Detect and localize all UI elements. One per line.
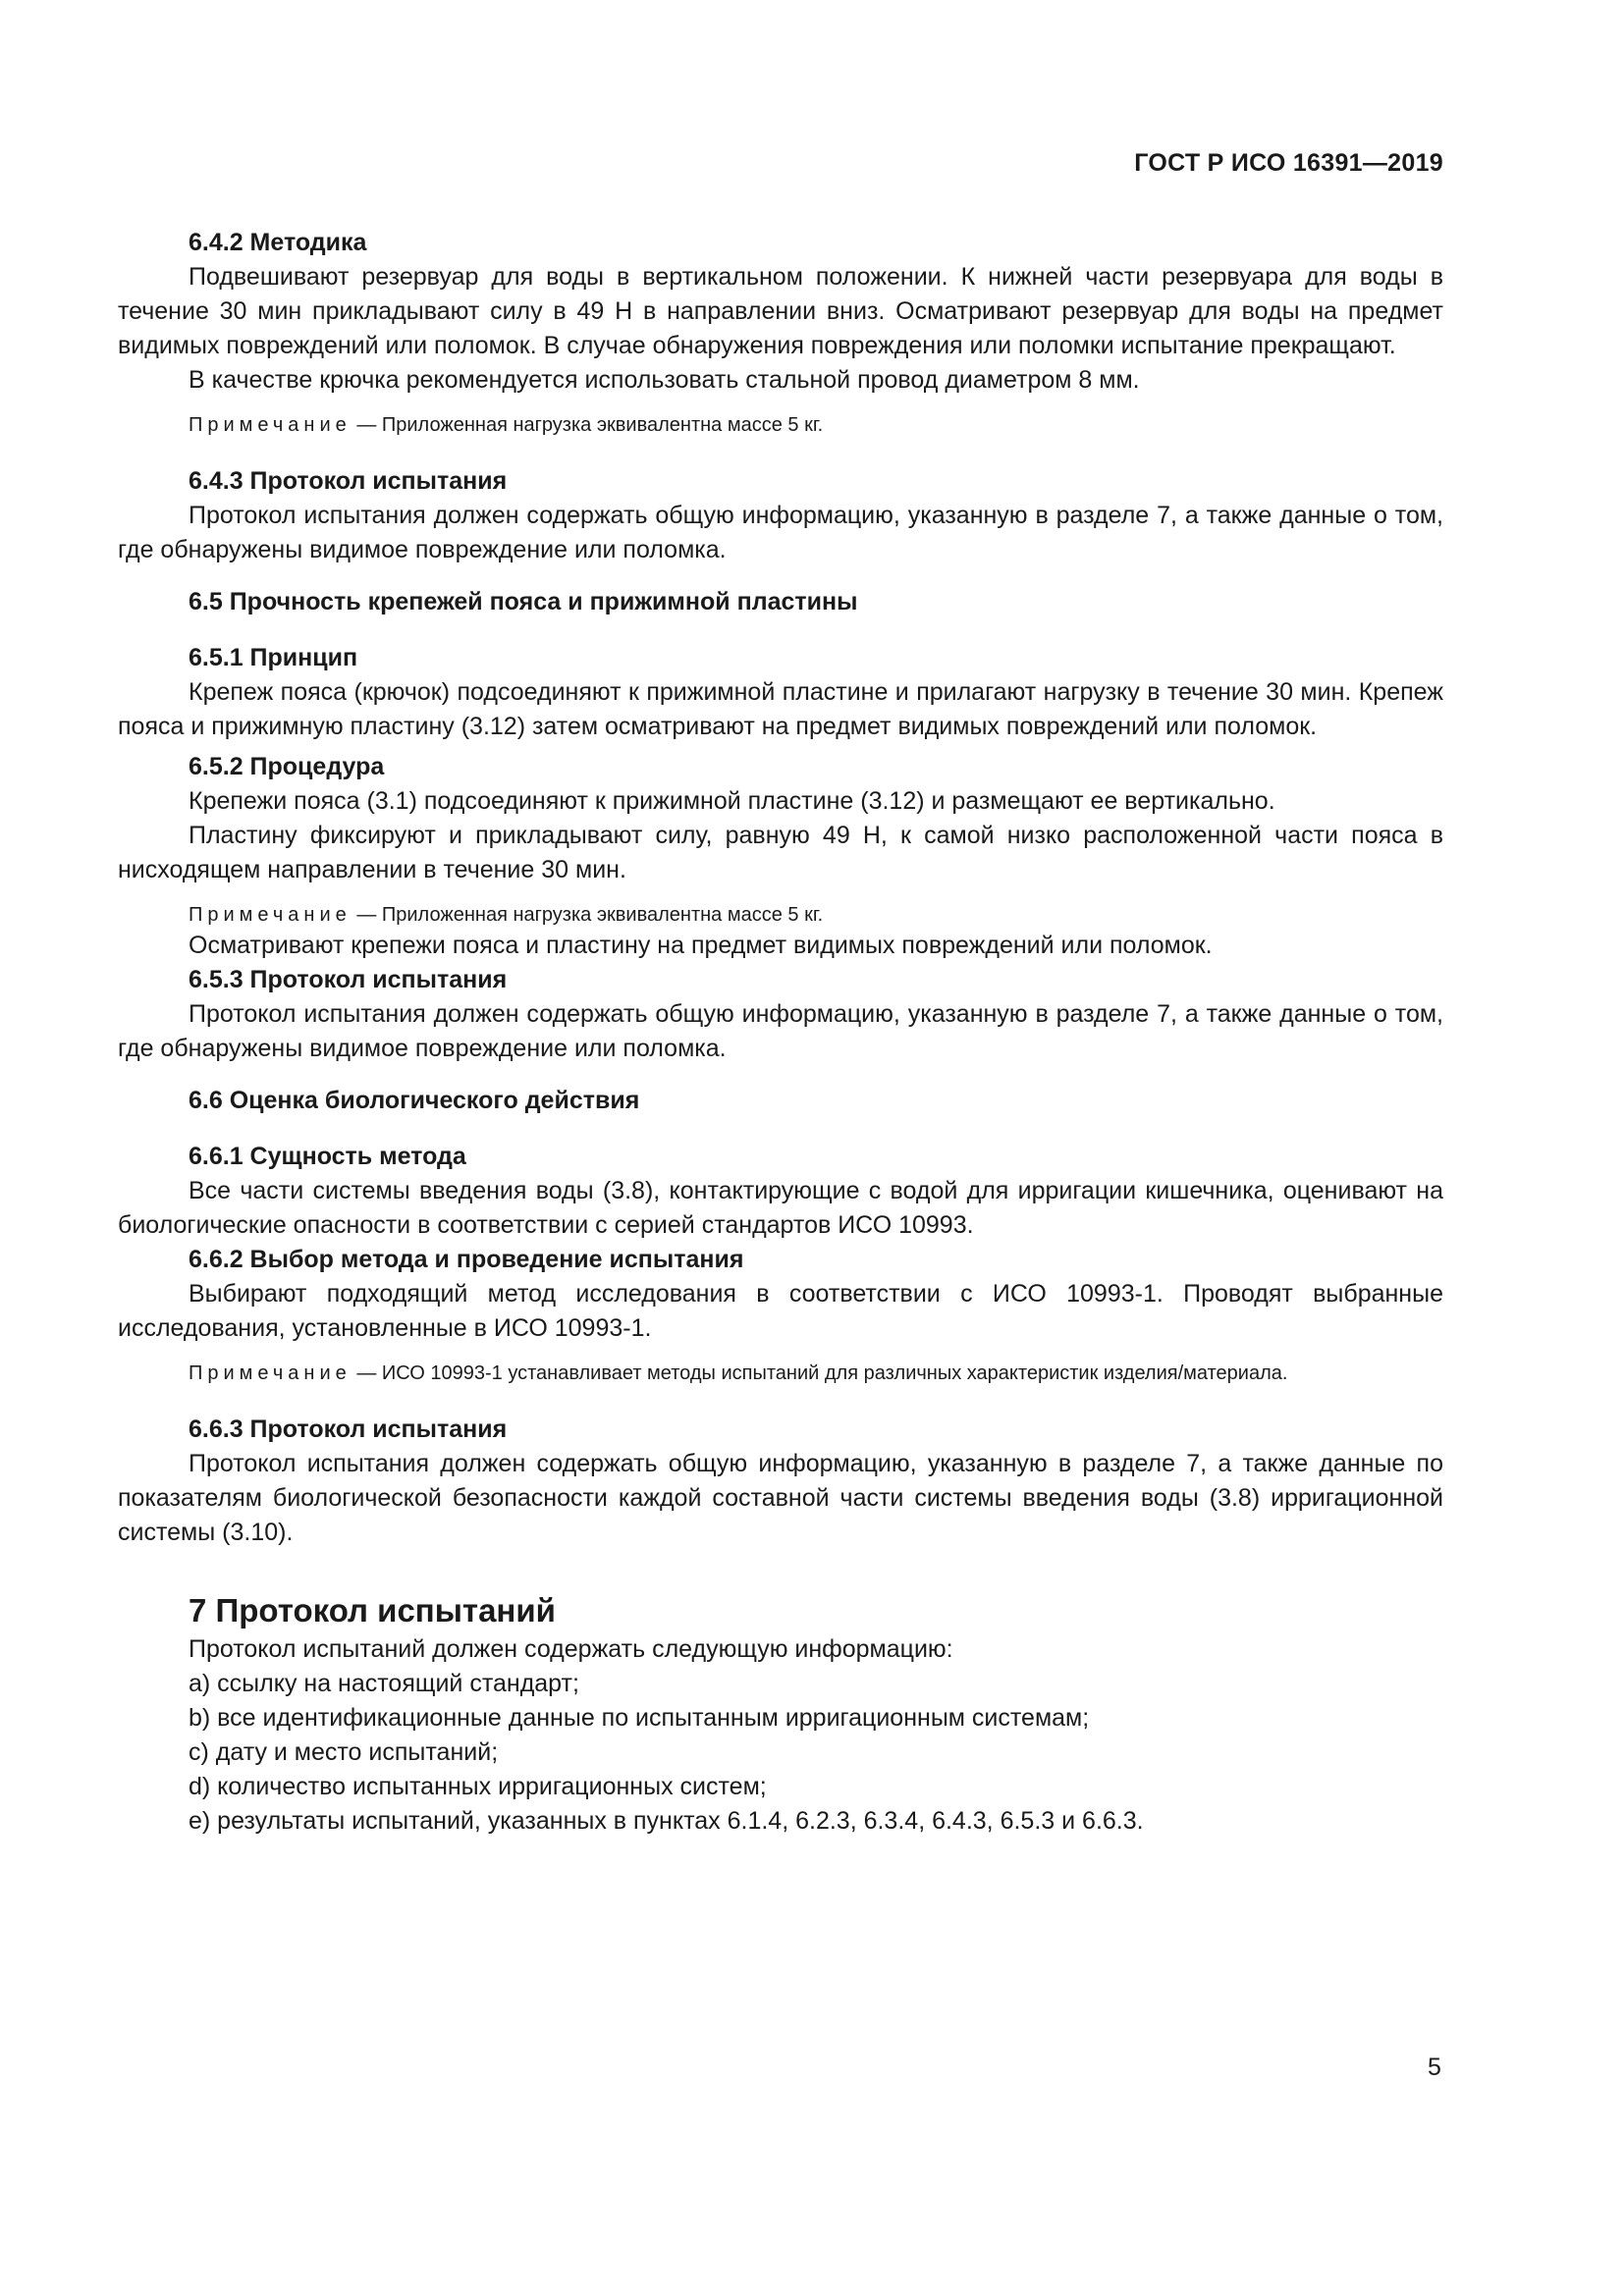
paragraph: Выбирают подходящий метод исследования в соответствии с ИСО 10993-1. Проводят выбранные исследования, установленные в ИСО 10993-1.	[118, 1280, 1443, 1342]
paragraph: Протокол испытания должен содержать общую информацию, указанную в разделе 7, а также данные о том, где обнаружены видимое повреждение или поломка.	[118, 502, 1443, 563]
list-item: a) ссылку на настоящий стандарт;	[189, 1670, 579, 1697]
list-item: e) результаты испытаний, указанных в пунктах 6.1.4, 6.2.3, 6.3.4, 6.4.3, 6.5.3 и 6.6.3.	[189, 1807, 1144, 1835]
section-6-5-1-heading: 6.5.1 Принцип	[189, 644, 358, 671]
paragraph: В качестве крючка рекомендуется использовать стальной провод диаметром 8 мм.	[189, 366, 1140, 394]
paragraph: Протокол испытания должен содержать общую информацию, указанную в разделе 7, а также данные по показателям биологической безопасности каждой составной части системы введения воды (3.8) ирригационной системы (3.10).	[118, 1450, 1443, 1546]
list-item: c) дату и место испытаний;	[189, 1738, 499, 1766]
section-6-5-2-heading: 6.5.2 Процедура	[189, 753, 385, 780]
paragraph: Все части системы введения воды (3.8), контактирующие с водой для ирригации кишечника, оценивают на биологические опасности в соответствии с серией стандартов ИСО 10993.	[118, 1177, 1443, 1239]
note-text: — Приложенная нагрузка эквивалентна массе 5 кг.	[356, 904, 824, 926]
note-label: Примечание	[189, 904, 352, 926]
list-item: b) все идентификационные данные по испытанным ирригационным системам;	[189, 1704, 1090, 1732]
section-6-5-3-heading: 6.5.3 Протокол испытания	[189, 966, 508, 993]
document-id-header: ГОСТ Р ИСО 16391—2019	[1134, 149, 1443, 177]
paragraph: Осматривают крепежи пояса и пластину на предмет видимых повреждений или поломок.	[189, 932, 1213, 959]
section-6-6-2-heading: 6.6.2 Выбор метода и проведение испытания	[189, 1246, 744, 1273]
list-item: d) количество испытанных ирригационных систем;	[189, 1773, 767, 1800]
section-6-6-1-heading: 6.6.1 Сущность метода	[189, 1143, 466, 1170]
section-6-6-heading: 6.6 Оценка биологического действия	[189, 1087, 640, 1114]
paragraph: Пластину фиксируют и прикладывают силу, равную 49 Н, к самой низко расположенной части пояса в нисходящем направлении в течение 30 мин.	[118, 822, 1443, 883]
paragraph: Протокол испытания должен содержать общую информацию, указанную в разделе 7, а также данные о том, где обнаружены видимое повреждение или поломка.	[118, 1000, 1443, 1062]
note-text: — Приложенная нагрузка эквивалентна массе 5 кг.	[356, 414, 824, 436]
note	[118, 411, 1443, 439]
section-6-6-3-heading: 6.6.3 Протокол испытания	[189, 1415, 508, 1443]
note-label: Примечание	[189, 414, 352, 436]
paragraph: Протокол испытаний должен содержать следующую информацию:	[189, 1635, 953, 1663]
section-6-4-2-heading: 6.4.2 Методика	[189, 229, 367, 256]
section-6-5-heading: 6.5 Прочность крепежей пояса и прижимной пластины	[189, 588, 858, 615]
note-label: Примечание	[189, 1362, 352, 1384]
note	[118, 1360, 1443, 1387]
paragraph: Крепеж пояса (крючок) подсоединяют к прижимной пластине и прилагают нагрузку в течение 30 мин. Крепеж пояса и прижимную пластину (3.12) затем осматривают на предмет видимых повреждений или поломок.	[118, 678, 1443, 740]
paragraph: Крепежи пояса (3.1) подсоединяют к прижимной пластине (3.12) и размещают ее вертикально.	[189, 787, 1275, 815]
note	[118, 901, 1443, 929]
section-6-4-3-heading: 6.4.3 Протокол испытания	[189, 467, 508, 495]
paragraph: Подвешивают резервуар для воды в вертикальном положении. К нижней части резервуара для воды в течение 30 мин прикладывают силу в 49 Н в направлении вниз. Осматривают резервуар для воды на предмет видимых повреждений или поломок. В случае обнаружения повреждения или поломки испытание прекращают.	[118, 263, 1443, 359]
section-7-heading: 7 Протокол испытаний	[189, 1592, 556, 1629]
note-text: — ИСО 10993-1 устанавливает методы испытаний для различных характеристик изделия/материала.	[356, 1362, 1288, 1384]
page-content	[118, 226, 1443, 1839]
page-number: 5	[1428, 2054, 1441, 2081]
